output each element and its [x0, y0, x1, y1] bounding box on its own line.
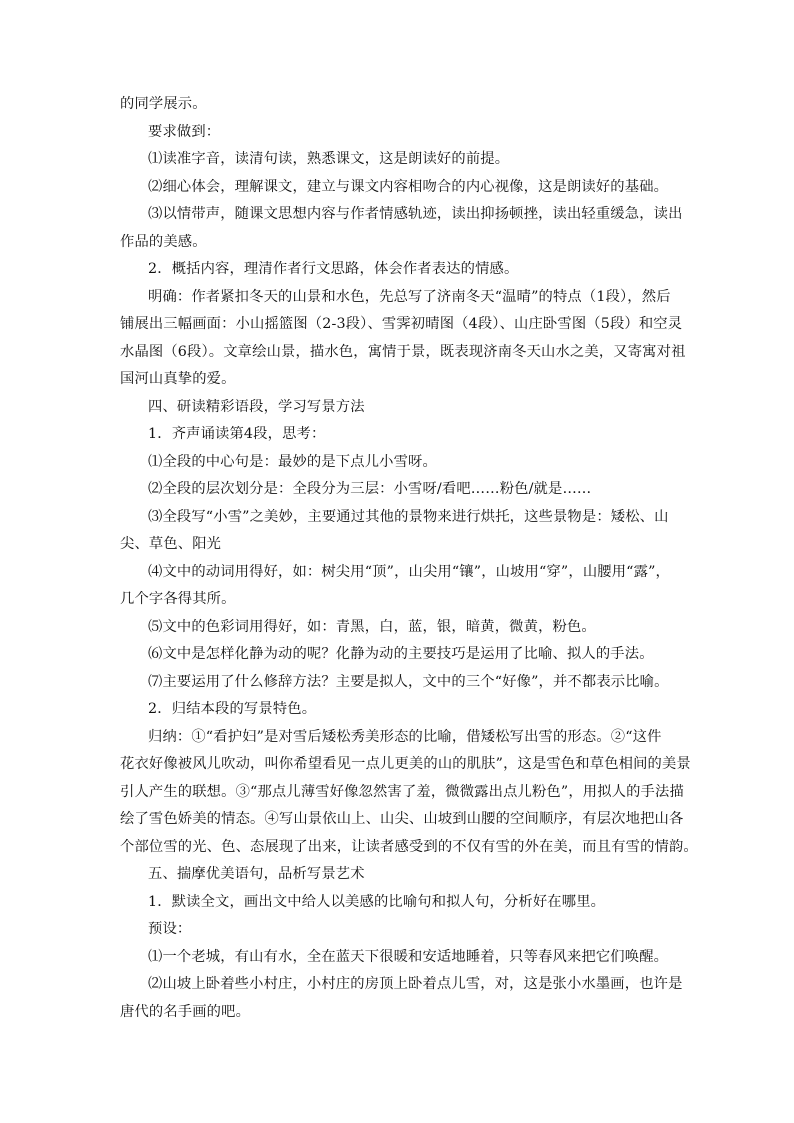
document-page — [120, 91, 698, 1026]
text-line: 绘了雪色娇美的情态。④写山景依山上、山尖、山坡到山腰的空间顺序，有层次地把山各 — [120, 811, 684, 827]
text-line: ⑶以情带声，随课文思想内容与作者情感轨迹，读出抑扬顿挫，读出轻重缓急，读出 — [148, 206, 683, 222]
text-line: ⑴一个老城，有山有水，全在蓝天下很暖和安适地睡着，只等春风来把它们唤醒。 — [148, 948, 669, 965]
text-line: ⑵全段的层次划分是：全段分为三层：小雪呀/看吧……粉色/就是…… — [148, 481, 592, 497]
text-line: 归纳：①“看护妇”是对雪后矮松秀美形态的比喻，借矮松写出雪的形态。②“这件 — [148, 728, 662, 745]
text-line: 国河山真挚的爱。 — [120, 371, 236, 387]
text-line: ⑺主要运用了什么修辞方法？主要是拟人，文中的三个“好像”，并不都表示比喻。 — [148, 673, 669, 690]
text-line: 要求做到： — [148, 123, 221, 140]
text-line: 铺展出三幅画面：小山摇篮图（2-3段）、雪霁初晴图（4段）、山庄卧雪图（5段）和空灵 — [120, 316, 683, 332]
text-line: 作品的美感。 — [120, 233, 207, 250]
text-line: ⑵山坡上卧着些小村庄，小村庄的房顶上卧着点儿雪，对，这是张小水墨画，也许是 — [148, 976, 683, 992]
text-line: ⑹文中是怎样化静为动的呢？化静为动的主要技巧是运用了比喻、拟人的手法。 — [148, 646, 654, 662]
text-line: 个部位雪的光、色、态展现了出来，让读者感受到的不仅有雪的外在美，而且有雪的情韵。 — [120, 838, 698, 855]
text-line: 明确：作者紧扣冬天的山景和水色，先总写了济南冬天“温晴”的特点（1段），然后 — [148, 288, 671, 305]
text-line: 1．齐声诵读第4段，思考： — [148, 426, 326, 442]
section-heading: 五、揣摩优美语句，品析写景艺术 — [148, 866, 365, 882]
text-line: ⑴全段的中心句是：最妙的是下点儿小雪呀。 — [148, 453, 437, 470]
text-line: 2．概括内容，理清作者行文思路，体会作者表达的情感。 — [148, 261, 519, 277]
text-line: ⑶全段写“小雪”之美妙，主要通过其他的景物来进行烘托，这些景物是：矮松、山 — [148, 508, 669, 525]
text-line: 的同学展示。 — [120, 96, 207, 112]
text-line: 1．默读全文，画出文中给人以美感的比喻句和拟人句，分析好在哪里。 — [148, 893, 606, 910]
text-line: ⑵细心体会，理解课文，建立与课文内容相吻合的内心视像，这是朗读好的基础。 — [148, 178, 669, 195]
text-line: 2．归结本段的写景特色。 — [148, 701, 317, 717]
text-line: 引人产生的联想。③“那点儿薄雪好像忽然害了羞，微微露出点儿粉色”，用拟人的手法描 — [120, 783, 684, 800]
text-line: ⑸文中的色彩词用得好，如：青黑，白，蓝，银，暗黄，微黄，粉色。 — [148, 618, 596, 635]
text-line: 几个字各得其所。 — [120, 591, 236, 607]
text-line: ⑷文中的动词用得好，如：树尖用“顶”，山尖用“镶”，山坡用“穿”，山腰用“露”， — [148, 563, 670, 580]
text-line: 花衣好像被风儿吹动，叫你希望看见一点儿更美的山的肌肤”，这是雪色和草色相间的美景 — [120, 756, 691, 772]
text-line: 尖、草色、阳光 — [120, 536, 222, 552]
text-line: 唐代的名手画的吧。 — [120, 1003, 251, 1020]
text-line: ⑴读准字音，读清句读，熟悉课文，这是朗读好的前提。 — [148, 151, 510, 167]
text-line: 预设： — [148, 921, 192, 937]
section-heading: 四、研读精彩语段，学习写景方法 — [148, 398, 365, 415]
text-line: 水晶图（6段）。文章绘山景，描水色，寓情于景，既表现济南冬天山水之美，又寄寓对祖 — [120, 343, 686, 360]
